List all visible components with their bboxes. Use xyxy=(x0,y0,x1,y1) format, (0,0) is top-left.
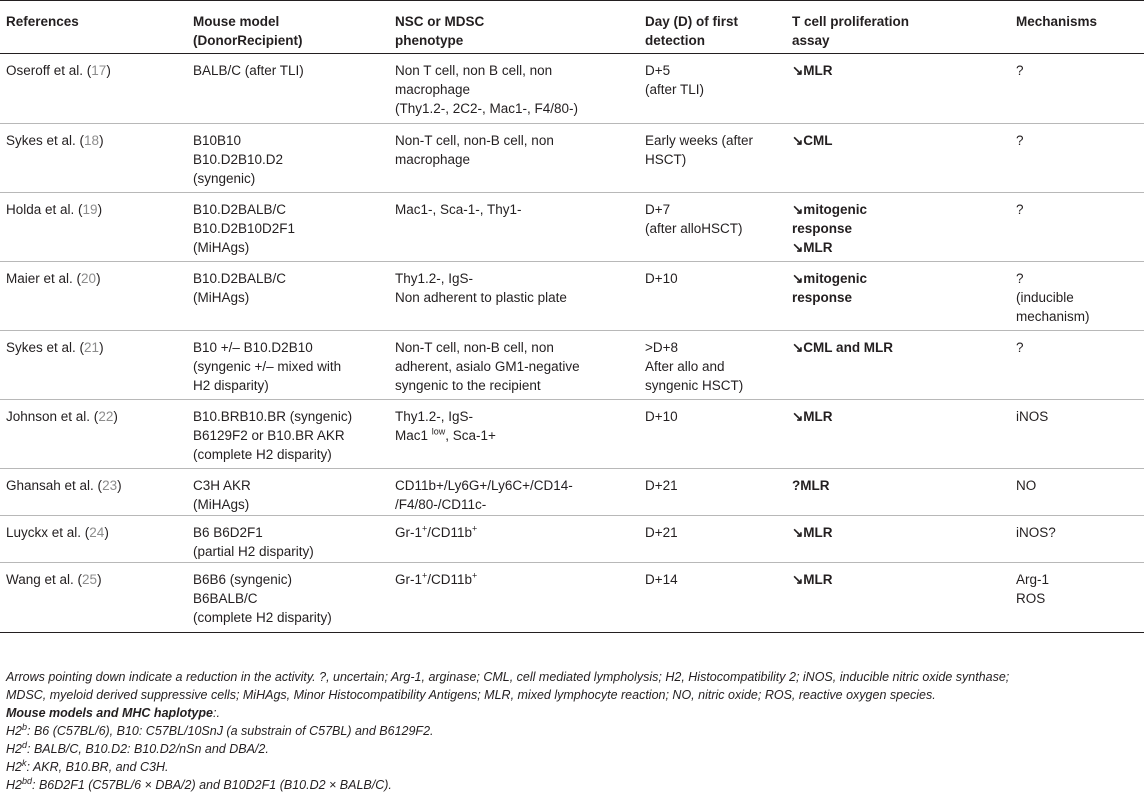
mechanism-cell xyxy=(1010,516,1144,563)
reference-close: ) xyxy=(99,340,104,355)
reference-author: Holda et al. ( xyxy=(6,202,83,217)
mouse-model-cell-line: BALB/C (after TLI) xyxy=(193,63,304,78)
table-body xyxy=(0,54,1144,633)
assay-cell-line: ↘MLR xyxy=(792,240,833,255)
detection-day-cell xyxy=(639,262,786,331)
phenotype-cell-line: Non T cell, non B cell, non xyxy=(395,63,553,78)
mechanism-cell-line: ? xyxy=(1016,133,1024,148)
phenotype-cell-line: /F4/80-/CD11c- xyxy=(395,497,487,512)
detection-day-cell-line: D+5 xyxy=(645,63,671,78)
table-row xyxy=(0,193,1144,262)
assay-cell xyxy=(786,54,1010,124)
assay-cell xyxy=(786,516,1010,563)
assay-cell-line: ↘CML and MLR xyxy=(792,340,894,355)
mouse-model-cell-line: C3H AKR xyxy=(193,478,251,493)
mouse-model-cell-line: B10.D2BALB/C xyxy=(193,202,287,217)
mouse-model-cell-line: B6129F2 or B10.BR AKR xyxy=(193,428,345,443)
detection-day-cell-line: >D+8 xyxy=(645,340,679,355)
mouse-model-cell-line: B6B6 (syngenic) xyxy=(193,572,293,587)
header-phenotype: NSC or MDSC phenotype xyxy=(389,1,639,54)
assay-cell-line: ↘CML xyxy=(792,133,833,148)
mouse-model-cell-line: B10.BRB10.BR (syngenic) xyxy=(193,409,353,424)
mechanism-cell xyxy=(1010,563,1144,633)
mechanism-cell-line: ? xyxy=(1016,340,1024,355)
assay-cell xyxy=(786,124,1010,193)
assay-cell-line: response xyxy=(792,290,853,305)
legend-line-1: Arrows pointing down indicate a reduction in the activity. ?, uncertain; Arg-1, arginase; CML, cell mediated lympholysis; H2, Histocompatibility 2; iNOS, inducible nitric oxide synthase; xyxy=(6,670,1010,684)
detection-day-cell-line: After allo and xyxy=(645,359,725,374)
mechanism-cell-line: Arg-1 xyxy=(1016,572,1050,587)
mouse-model-cell-line: (syngenic) xyxy=(193,171,256,186)
header-row xyxy=(0,1,1144,54)
assay-cell xyxy=(786,563,1010,633)
phenotype-cell xyxy=(389,54,639,124)
mouse-model-cell-line: (complete H2 disparity) xyxy=(193,447,332,462)
detection-day-cell-line: (after TLI) xyxy=(645,82,705,97)
assay-cell-line: ↘mitogenic xyxy=(792,271,868,286)
reference-link[interactable]: 22 xyxy=(98,409,114,424)
reference-link[interactable]: 19 xyxy=(82,202,98,217)
detection-day-cell xyxy=(639,193,786,262)
mouse-model-cell xyxy=(187,400,389,469)
assay-cell xyxy=(786,262,1010,331)
reference-author: Oseroff et al. ( xyxy=(6,63,92,78)
assay-cell xyxy=(786,193,1010,262)
mouse-model-cell-line: (partial H2 disparity) xyxy=(193,544,314,559)
phenotype-cell xyxy=(389,193,639,262)
mouse-model-cell-line: (complete H2 disparity) xyxy=(193,610,332,625)
table-row xyxy=(0,469,1144,516)
mechanism-cell xyxy=(1010,331,1144,400)
table-footnotes xyxy=(6,668,1138,794)
assay-cell xyxy=(786,469,1010,516)
mouse-model-cell xyxy=(187,124,389,193)
mouse-model-cell-line: (MiHAgs) xyxy=(193,497,250,512)
detection-day-cell-line: HSCT) xyxy=(645,152,687,167)
detection-day-cell xyxy=(639,400,786,469)
mouse-model-cell xyxy=(187,262,389,331)
mouse-model-cell-line: B10.D2B10.D2 xyxy=(193,152,284,167)
detection-day-cell-line: D+21 xyxy=(645,478,678,493)
haplotype-h2bd: $H2^{bd}$: B6D2F1 (C57BL/6 × DBA/2) and B10D2F1 (B10.D2 × BALB/C). xyxy=(6,775,392,792)
assay-cell xyxy=(786,400,1010,469)
detection-day-cell-line: D+14 xyxy=(645,572,678,587)
phenotype-cell-line: Gr-1+/CD11b+ xyxy=(395,523,478,540)
reference-cell xyxy=(0,54,187,124)
phenotype-cell-line: macrophage xyxy=(395,82,471,97)
reference-author: Luyckx et al. ( xyxy=(6,525,90,540)
detection-day-cell xyxy=(639,563,786,633)
mechanism-cell-line: ? xyxy=(1016,202,1024,217)
mouse-model-cell xyxy=(187,563,389,633)
reference-link[interactable]: 18 xyxy=(84,133,100,148)
table-row xyxy=(0,400,1144,469)
legend-line-2: MDSC, myeloid derived suppressive cells; MiHAgs, Minor Histocompatibility Antigens; MLR, mixed lymphocyte reaction; NO, nitric oxide; ROS, reactive oxygen species. xyxy=(6,688,936,702)
detection-day-cell-line: D+7 xyxy=(645,202,671,217)
assay-cell-line: response xyxy=(792,221,853,236)
mechanism-cell-line: ? xyxy=(1016,271,1024,286)
phenotype-cell-line: (Thy1.2-, 2C2-, Mac1-, F4/80-) xyxy=(395,101,579,116)
detection-day-cell xyxy=(639,124,786,193)
phenotype-cell xyxy=(389,262,639,331)
phenotype-cell xyxy=(389,331,639,400)
phenotype-cell-line: syngenic to the recipient xyxy=(395,378,541,393)
reference-close: ) xyxy=(117,478,122,493)
assay-cell-line: ↘MLR xyxy=(792,572,833,587)
mouse-model-cell-line: B6 B6D2F1 xyxy=(193,525,263,540)
table-row xyxy=(0,331,1144,400)
reference-cell xyxy=(0,193,187,262)
reference-author: Maier et al. ( xyxy=(6,271,82,286)
mechanism-cell xyxy=(1010,193,1144,262)
table-row xyxy=(0,124,1144,193)
reference-link[interactable]: 23 xyxy=(102,478,118,493)
phenotype-cell-line: Thy1.2-, IgS- xyxy=(395,271,474,286)
mechanism-cell xyxy=(1010,400,1144,469)
reference-author: Wang et al. ( xyxy=(6,572,83,587)
reference-cell xyxy=(0,563,187,633)
assay-cell-line: ↘MLR xyxy=(792,63,833,78)
reference-close: ) xyxy=(97,572,102,587)
mechanism-cell-line: ROS xyxy=(1016,591,1046,606)
reference-link[interactable]: 17 xyxy=(91,63,107,78)
reference-close: ) xyxy=(106,63,111,78)
detection-day-cell-line: syngenic HSCT) xyxy=(645,378,744,393)
reference-author: Sykes et al. ( xyxy=(6,133,85,148)
mouse-model-cell-line: (MiHAgs) xyxy=(193,240,250,255)
header-references: References xyxy=(0,1,187,54)
mouse-model-cell-line: H2 disparity) xyxy=(193,378,269,393)
table-row xyxy=(0,563,1144,633)
detection-day-cell-line: D+10 xyxy=(645,271,678,286)
models-title: Mouse models and MHC haplotype:. xyxy=(6,706,220,720)
reference-link[interactable]: 24 xyxy=(89,525,105,540)
mechanism-cell-line: (inducible xyxy=(1016,290,1074,305)
table-row xyxy=(0,516,1144,563)
mouse-model-cell xyxy=(187,54,389,124)
mouse-model-cell-line: B10.D2B10D2F1 xyxy=(193,221,296,236)
assay-cell-line: ↘MLR xyxy=(792,525,833,540)
reference-close: ) xyxy=(96,271,101,286)
phenotype-cell-line: adherent, asialo GM1-negative xyxy=(395,359,580,374)
phenotype-cell-line: Mac1 $^{low}$, Sca-1+ xyxy=(395,426,496,443)
table-row xyxy=(0,262,1144,331)
detection-day-cell-line: Early weeks (after xyxy=(645,133,754,148)
phenotype-cell xyxy=(389,516,639,563)
phenotype-cell-line: macrophage xyxy=(395,152,471,167)
haplotype-h2k: H2$^k$: AKR, B10.BR, and C3H. xyxy=(6,757,169,774)
mechanism-cell xyxy=(1010,262,1144,331)
phenotype-cell-line: Thy1.2-, IgS- xyxy=(395,409,474,424)
phenotype-cell-line: Non-T cell, non-B cell, non xyxy=(395,133,554,148)
phenotype-cell-line: CD11b+/Ly6G+/Ly6C+/CD14- xyxy=(395,478,573,493)
mechanism-cell-line: iNOS xyxy=(1016,409,1049,424)
mouse-model-cell-line: B10.D2BALB/C xyxy=(193,271,287,286)
detection-day-cell xyxy=(639,54,786,124)
detection-day-cell-line: (after alloHSCT) xyxy=(645,221,743,236)
header-day: Day (D) of first detection xyxy=(639,1,786,54)
mechanism-cell-line: iNOS? xyxy=(1016,525,1056,540)
phenotype-cell-line: Non adherent to plastic plate xyxy=(395,290,567,305)
reference-cell xyxy=(0,262,187,331)
reference-cell xyxy=(0,400,187,469)
mechanism-cell xyxy=(1010,469,1144,516)
mouse-model-cell xyxy=(187,469,389,516)
reference-close: ) xyxy=(104,525,109,540)
assay-cell-line: ?MLR xyxy=(792,478,830,493)
reference-cell xyxy=(0,516,187,563)
mechanism-cell-line: NO xyxy=(1016,478,1037,493)
haplotype-h2d: H2$^d$: BALB/C, B10.D2: B10.D2/nSn and DBA/2. xyxy=(6,739,269,756)
detection-day-cell xyxy=(639,469,786,516)
reference-cell xyxy=(0,124,187,193)
mouse-model-cell xyxy=(187,331,389,400)
table-row xyxy=(0,54,1144,124)
mouse-model-cell xyxy=(187,516,389,563)
haplotype-h2b: H2$^b$: B6 (C57BL/6), B10: C57BL/10SnJ (a substrain of C57BL) and B6129F2. xyxy=(6,721,434,738)
detection-day-cell-line: D+21 xyxy=(645,525,678,540)
phenotype-cell xyxy=(389,400,639,469)
mouse-model-cell xyxy=(187,193,389,262)
mechanism-cell xyxy=(1010,54,1144,124)
detection-day-cell xyxy=(639,516,786,563)
assay-cell-line: ↘mitogenic xyxy=(792,202,868,217)
reference-author: Ghansah et al. ( xyxy=(6,478,103,493)
detection-day-cell xyxy=(639,331,786,400)
mechanism-cell xyxy=(1010,124,1144,193)
reference-cell xyxy=(0,331,187,400)
reference-close: ) xyxy=(99,133,104,148)
phenotype-cell-line: Mac1-, Sca-1-, Thy1- xyxy=(395,202,522,217)
reference-close: ) xyxy=(97,202,103,217)
detection-day-cell-line: D+10 xyxy=(645,409,678,424)
mechanism-cell-line: ? xyxy=(1016,63,1024,78)
mouse-model-cell-line: B6BALB/C xyxy=(193,591,258,606)
reference-link[interactable]: 20 xyxy=(81,271,97,286)
header-mouse-model: Mouse model (DonorRecipient) xyxy=(187,1,389,54)
phenotype-cell xyxy=(389,124,639,193)
assay-cell xyxy=(786,331,1010,400)
phenotype-cell xyxy=(389,563,639,633)
assay-cell-line: ↘MLR xyxy=(792,409,833,424)
phenotype-cell-line: Gr-1+/CD11b+ xyxy=(395,570,478,587)
mouse-model-cell-line: (syngenic +/– mixed with xyxy=(193,359,342,374)
reference-close: ) xyxy=(113,409,118,424)
reference-author: Sykes et al. ( xyxy=(6,340,85,355)
reference-link[interactable]: 21 xyxy=(84,340,100,355)
header-assay: T cell proliferation assay xyxy=(786,1,1010,54)
mechanism-cell-line: mechanism) xyxy=(1016,309,1090,324)
mouse-model-cell-line: B10B10 xyxy=(193,133,242,148)
reference-link[interactable]: 25 xyxy=(82,572,98,587)
phenotype-cell xyxy=(389,469,639,516)
phenotype-cell-line: Non-T cell, non-B cell, non xyxy=(395,340,554,355)
mouse-model-cell-line: B10 +/– B10.D2B10 xyxy=(193,340,313,355)
header-mechanisms: Mechanisms xyxy=(1010,1,1144,54)
mouse-model-cell-line: (MiHAgs) xyxy=(193,290,250,305)
reference-author: Johnson et al. ( xyxy=(6,409,99,424)
reference-cell xyxy=(0,469,187,516)
